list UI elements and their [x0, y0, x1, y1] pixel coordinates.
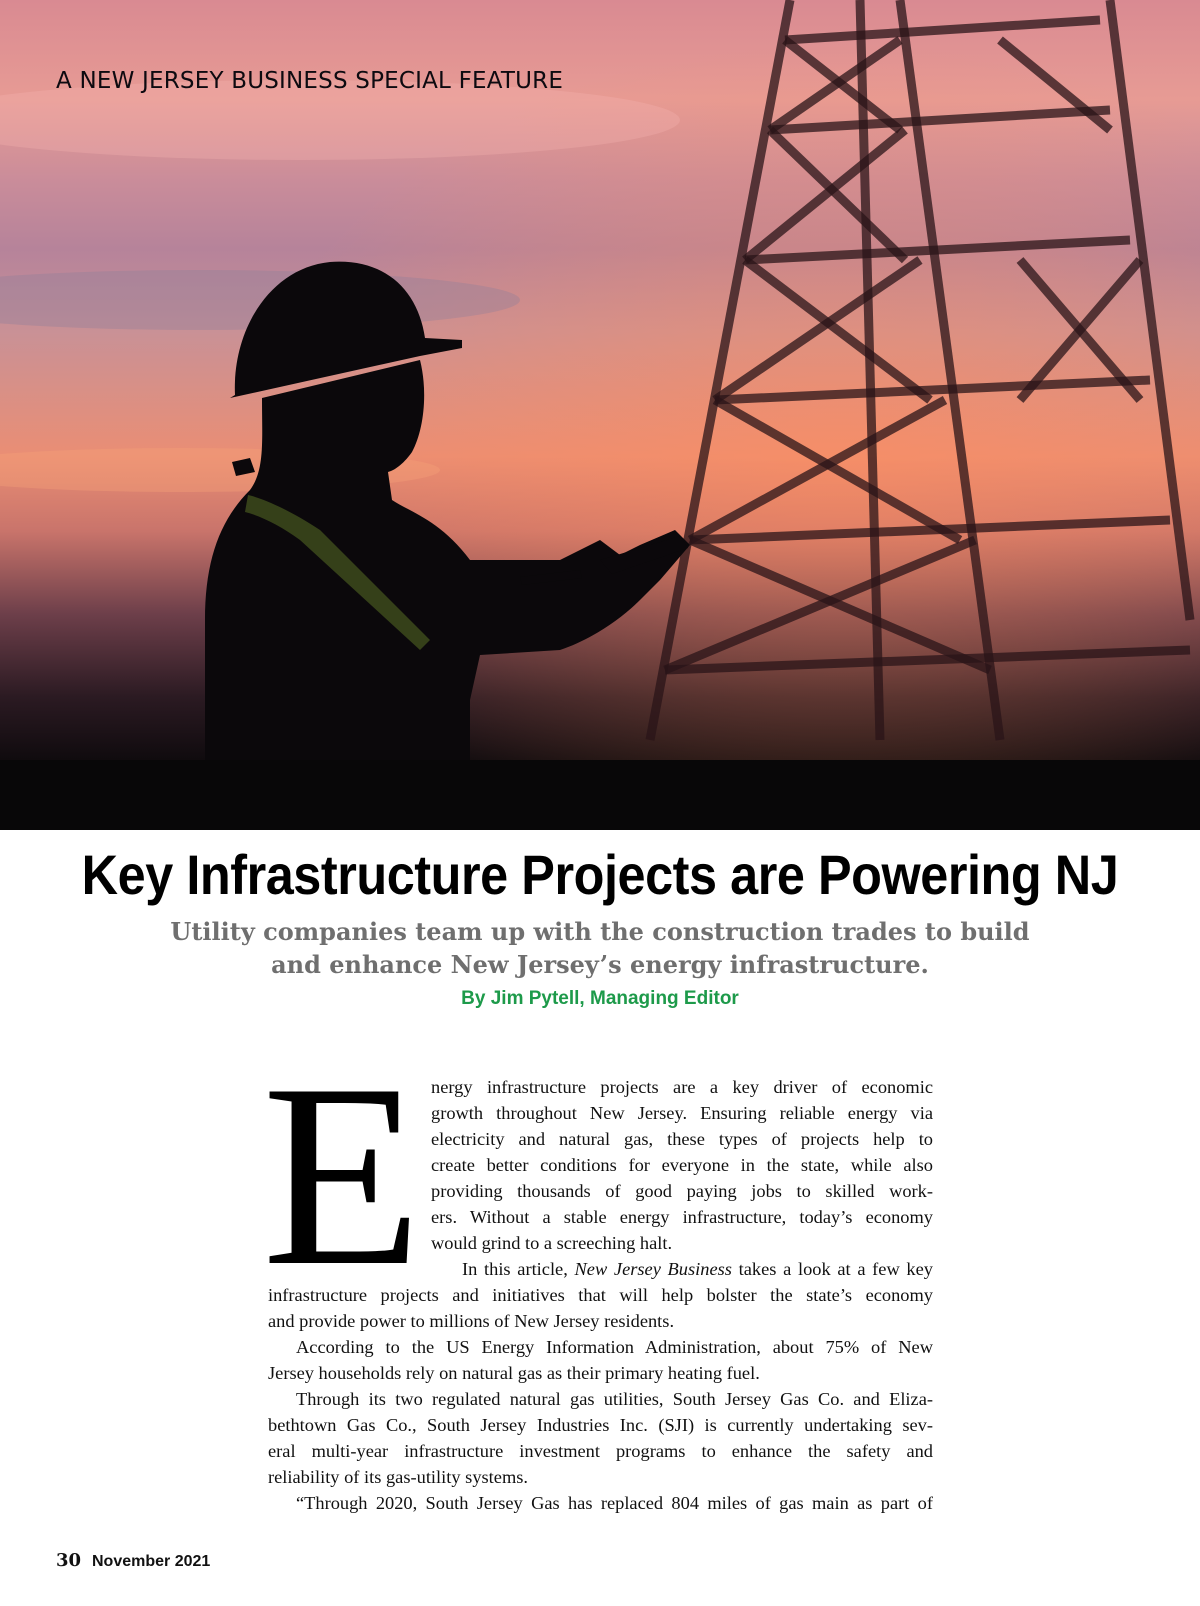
- body-line: electricity and natural gas, these types of projects help to: [431, 1129, 933, 1149]
- body-line: Jersey households rely on natural gas as their primary heating fuel.: [268, 1363, 760, 1383]
- body-text-span: takes a look at a few key: [731, 1259, 933, 1279]
- page-number: 30: [56, 1550, 82, 1571]
- body-line: growth throughout New Jersey. Ensuring reliable energy via: [431, 1103, 933, 1123]
- body-line: According to the US Energy Information Administration, about 75% of New: [296, 1337, 933, 1357]
- body-line: “Through 2020, South Jersey Gas has replaced 804 miles of gas main as part of: [296, 1493, 933, 1513]
- body-line: Through its two regulated natural gas utilities, South Jersey Gas Co. and Eliza-: [296, 1389, 933, 1409]
- body-line: infrastructure projects and initiatives that will help bolster the state’s economy: [268, 1285, 933, 1305]
- body-line: would grind to a screeching halt.: [431, 1233, 673, 1253]
- subtitle-line-2: and enhance New Jersey’s energy infrastructure.: [271, 950, 929, 979]
- feature-kicker: A NEW JERSEY BUSINESS SPECIAL FEATURE: [56, 68, 564, 94]
- article-subtitle: [150, 915, 1050, 981]
- publication-name: New Jersey Business: [574, 1259, 732, 1279]
- body-line: nergy infrastructure projects are a key driver of economic: [431, 1077, 933, 1097]
- body-line: providing thousands of good paying jobs to skilled work-: [431, 1181, 933, 1201]
- article-byline: By Jim Pytell, Managing Editor: [461, 988, 739, 1009]
- article-title: Key Infrastructure Projects are Powering NJ: [81, 843, 1119, 906]
- body-line: ers. Without a stable energy infrastructure, today’s economy: [431, 1207, 933, 1227]
- body-line: and provide power to millions of New Jersey residents.: [268, 1311, 675, 1331]
- body-line: [462, 1256, 933, 1282]
- drop-cap: E: [262, 1030, 423, 1320]
- body-line: create better conditions for everyone in the state, while also: [431, 1155, 933, 1175]
- body-line: eral multi-year infrastructure investment programs to enhance the safety and: [268, 1441, 933, 1461]
- issue-date: November 2021: [92, 1553, 211, 1570]
- body-text-span: In this article,: [462, 1259, 575, 1279]
- subtitle-line-1: Utility companies team up with the construction trades to build: [170, 917, 1030, 946]
- body-line: bethtown Gas Co., South Jersey Industries Inc. (SJI) is currently undertaking sev-: [268, 1415, 933, 1435]
- body-line: reliability of its gas-utility systems.: [268, 1467, 529, 1487]
